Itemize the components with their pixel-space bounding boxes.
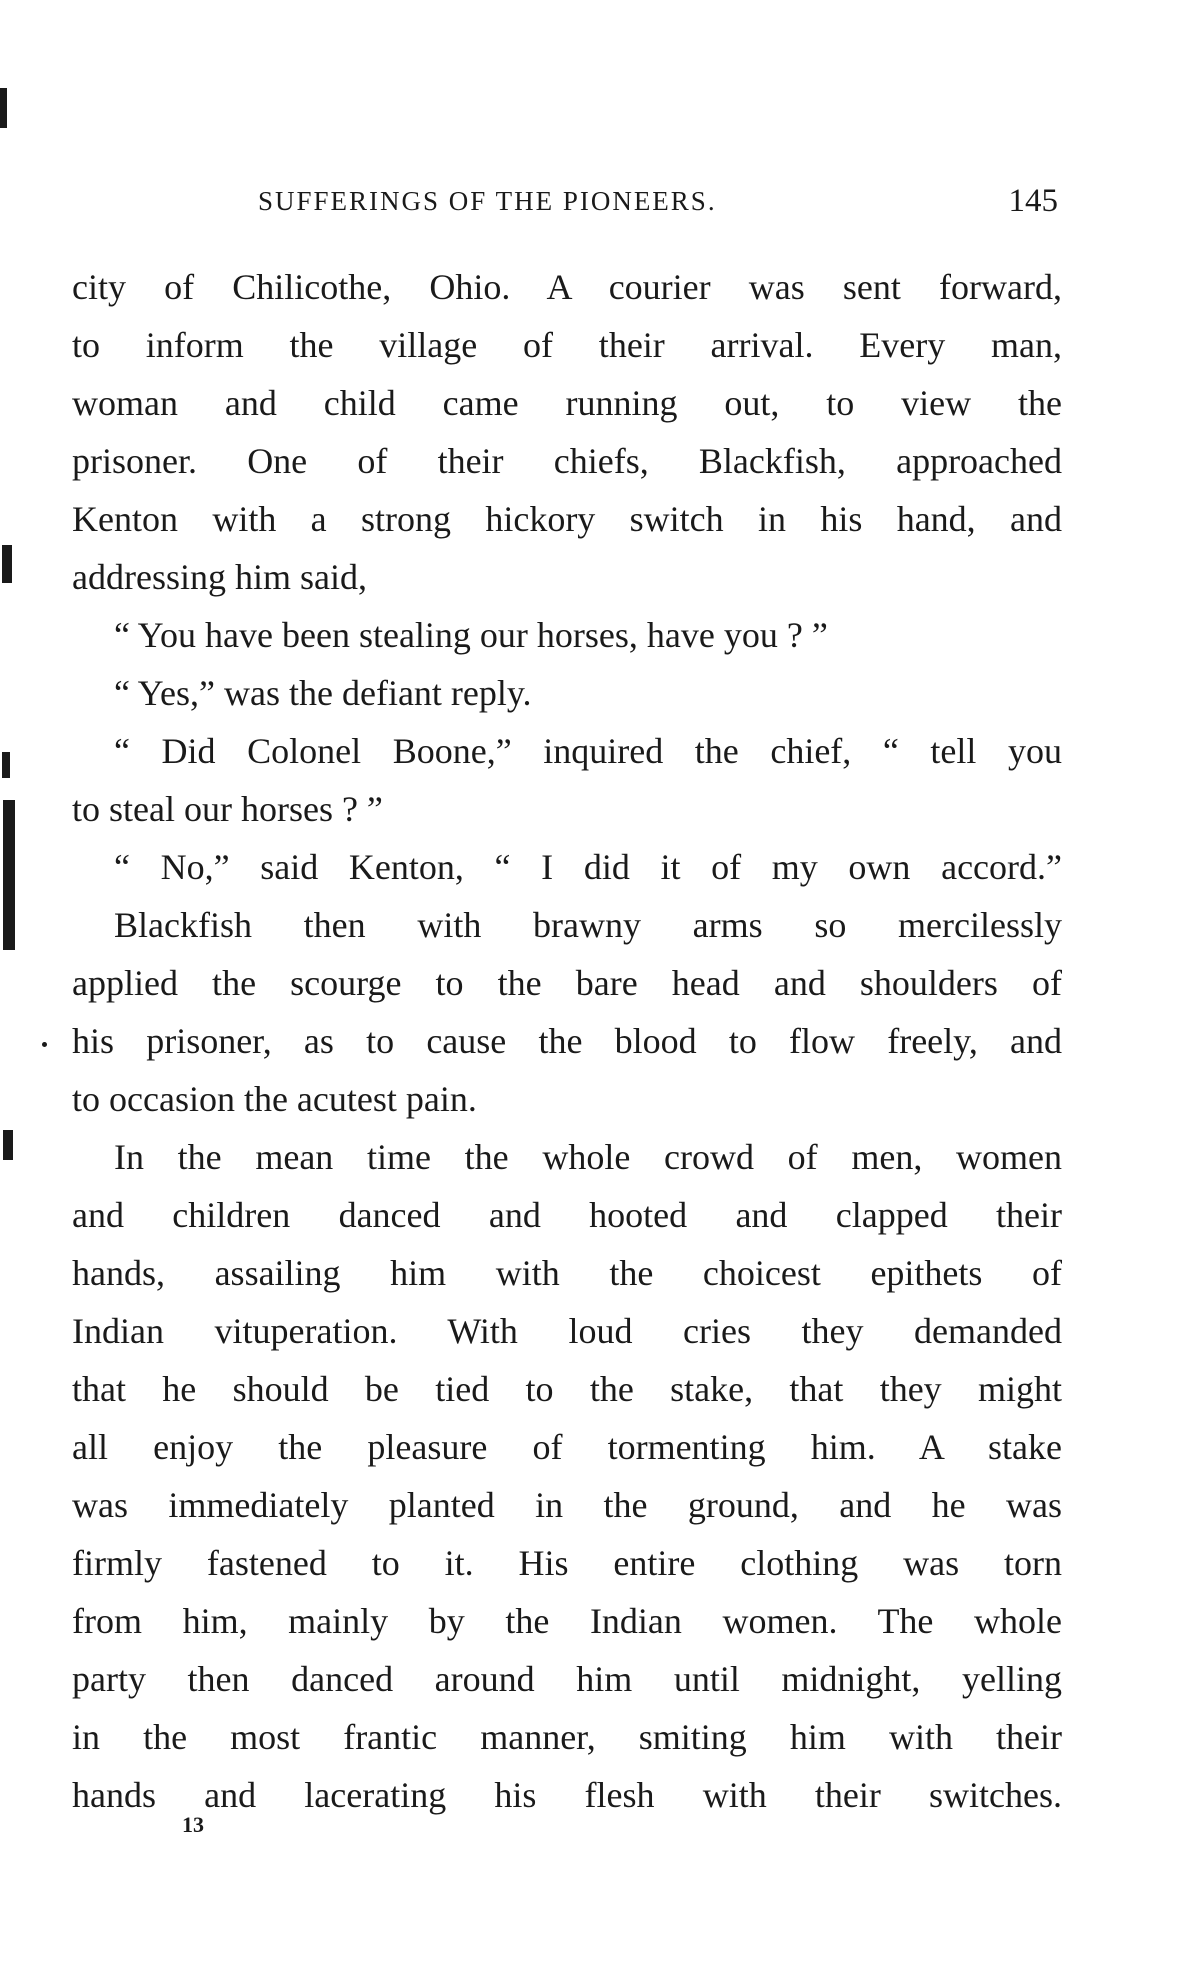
text-line: to inform the village of their arrival. Every man,: [72, 325, 1062, 365]
text-line: addressing him said,: [72, 557, 367, 597]
text-line: woman and child came running out, to view the: [72, 383, 1062, 423]
running-title: SUFFERINGS OF THE PIONEERS.: [258, 186, 717, 216]
text-line: all enjoy the pleasure of tormenting him. A stake: [72, 1427, 1062, 1467]
scan-mark: [2, 752, 10, 778]
text-line: that he should be tied to the stake, that they might: [72, 1369, 1062, 1409]
signature-mark: 13: [182, 1812, 204, 1837]
text-line: and children danced and hooted and clapped their: [72, 1195, 1062, 1235]
text-line: hands, assailing him with the choicest epithets of: [72, 1253, 1062, 1293]
text-line: “ You have been stealing our horses, have you ? ”: [114, 615, 828, 655]
text-line: “ Yes,” was the defiant reply.: [114, 673, 532, 713]
scan-mark: [2, 545, 12, 583]
text-line: to occasion the acutest pain.: [72, 1079, 477, 1119]
text-line: In the mean time the whole crowd of men, women: [114, 1137, 1062, 1177]
text-line: hands and lacerating his flesh with their switches.: [72, 1775, 1062, 1815]
text-line: was immediately planted in the ground, and he was: [72, 1485, 1062, 1525]
scan-mark: [3, 1130, 13, 1160]
text-line: party then danced around him until midnight, yelling: [72, 1659, 1062, 1699]
text-line: “ No,” said Kenton, “ I did it of my own accord.”: [114, 847, 1062, 887]
text-line: his prisoner, as to cause the blood to flow freely, and: [72, 1021, 1062, 1061]
text-line: Blackfish then with brawny arms so mercilessly: [114, 905, 1062, 945]
text-line: prisoner. One of their chiefs, Blackfish, approached: [72, 441, 1062, 481]
page-number: 145: [1008, 183, 1058, 219]
text-line: from him, mainly by the Indian women. The whole: [72, 1601, 1062, 1641]
running-head: [258, 183, 1058, 226]
scan-mark: [0, 88, 7, 128]
text-line: city of Chilicothe, Ohio. A courier was sent forward,: [72, 267, 1062, 307]
text-line: Indian vituperation. With loud cries they demanded: [72, 1311, 1062, 1351]
text-line: firmly fastened to it. His entire clothing was torn: [72, 1543, 1062, 1583]
text-line: to steal our horses ? ”: [72, 789, 383, 829]
text-line: “ Did Colonel Boone,” inquired the chief, “ tell you: [114, 731, 1062, 771]
scan-mark: [42, 1042, 47, 1047]
scan-mark: [3, 800, 15, 950]
text-line: Kenton with a strong hickory switch in his hand, and: [72, 499, 1062, 539]
text-line: in the most frantic manner, smiting him with their: [72, 1717, 1062, 1757]
text-line: applied the scourge to the bare head and shoulders of: [72, 963, 1062, 1003]
body-text: [72, 258, 1062, 1824]
